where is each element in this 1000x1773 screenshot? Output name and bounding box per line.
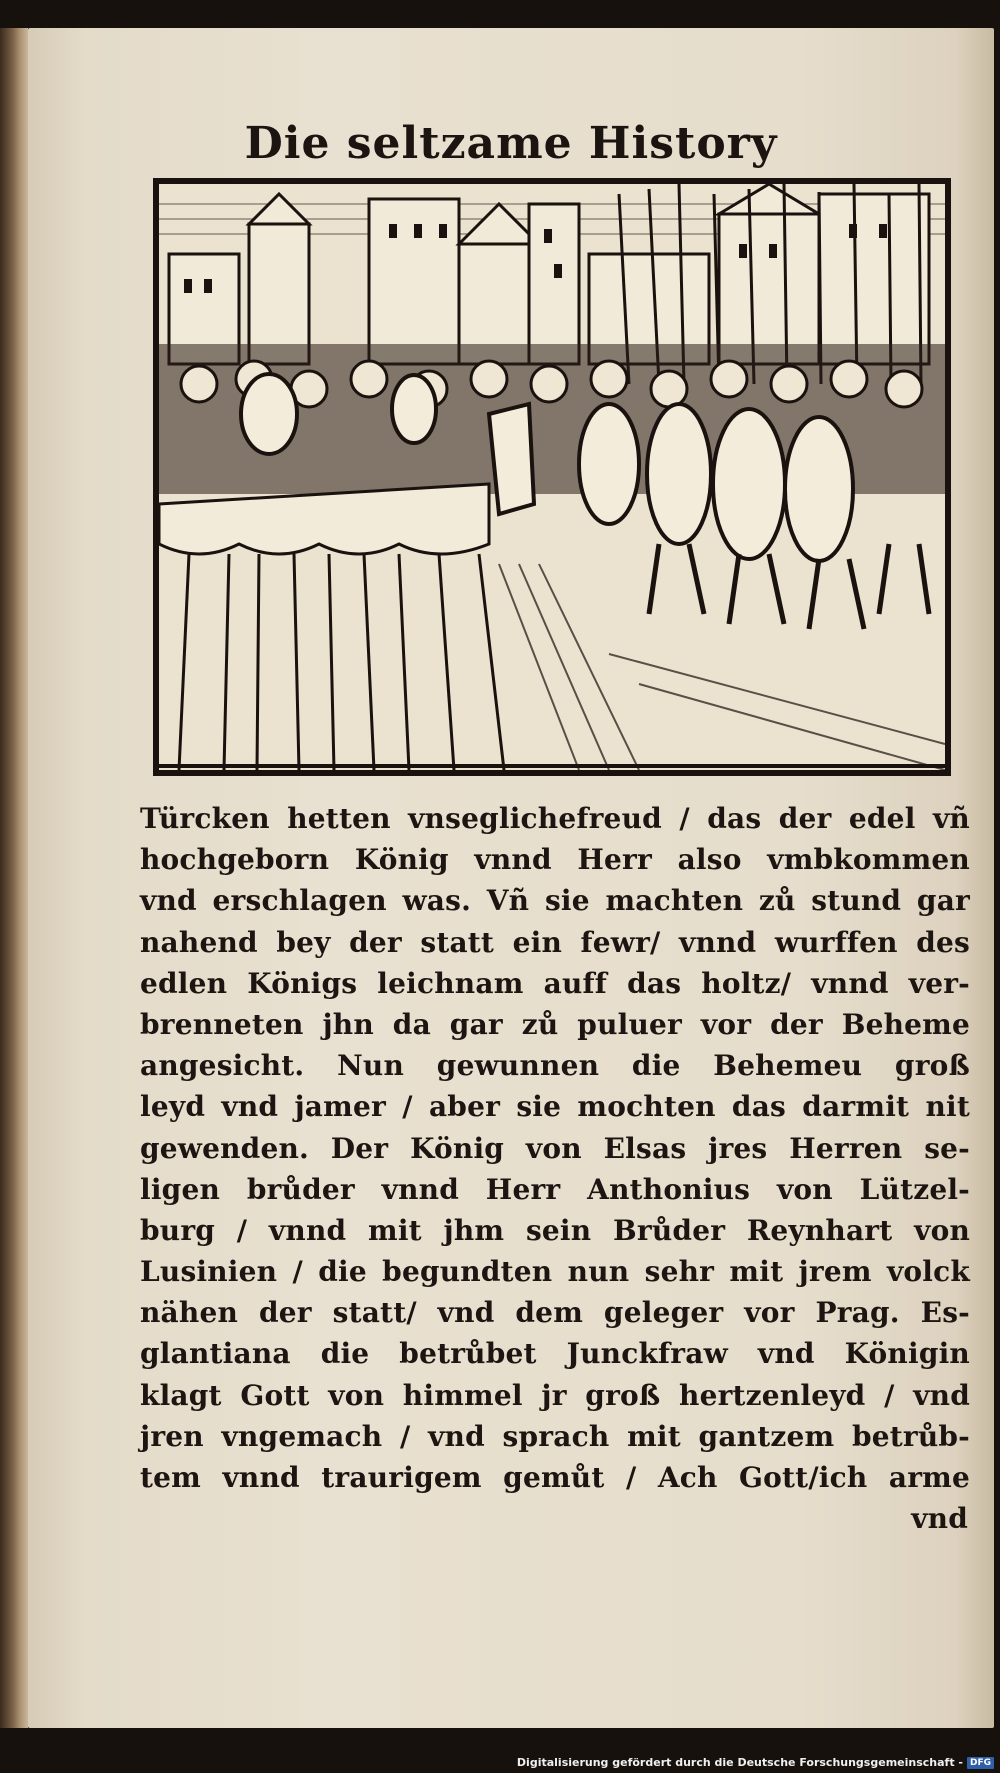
digitization-credit (517, 1756, 994, 1769)
running-head: Die seltzame History (244, 118, 778, 169)
text-line: nähen der statt/ vnd dem geleger vor Prag. Es- (140, 1296, 970, 1330)
text-line: nahend bey der statt ein fewr/ vnnd wurffen des (140, 925, 970, 959)
book-page (28, 28, 994, 1728)
text-line: burg / vnnd mit jhm sein Brůder Reynhart von (140, 1213, 970, 1247)
text-line: glantiana die betrůbet Junckfraw vnd Königin (140, 1337, 970, 1371)
catchword: vnd (911, 1502, 968, 1536)
text-line: jren vngemach / vnd sprach mit gantzem betrůb- (140, 1419, 970, 1453)
dfg-logo-icon: DFG (967, 1757, 994, 1769)
text-line: klagt Gott von himmel jr groß hertzenleyd / vnd (140, 1378, 970, 1412)
text-line: brenneten jhn da gar zů puluer vor der Beheme (140, 1007, 970, 1041)
text-line: Türcken hetten vnseglichefreud / das der edel vñ (140, 802, 970, 835)
book-spine-edge (0, 28, 28, 1728)
footer-text: Digitalisierung gefördert durch die Deutsche Forschungsgemeinschaft - (516, 1756, 963, 1769)
text-line: leyd vnd jamer / aber sie mochten das darmit nit (140, 1090, 970, 1124)
text-line: edlen Königs leichnam auff das holtz/ vnnd ver- (140, 966, 970, 1000)
text-line: ligen brůder vnnd Herr Anthonius von Lützel- (140, 1172, 970, 1206)
text-line: angesicht. Nun gewunnen die Behemeu groß (140, 1049, 970, 1083)
woodcut-battle-scene-icon (153, 178, 951, 776)
body-text (140, 798, 970, 1539)
text-line: vnd erschlagen was. Vñ sie machten zů stund gar (140, 884, 970, 918)
text-line: gewenden. Der König von Elsas jres Herren se- (140, 1131, 970, 1165)
text-line: Lusinien / die begundten nun sehr mit jrem volck (140, 1255, 970, 1289)
text-line: hochgeborn König vnnd Herr also vmbkommen (140, 843, 970, 877)
text-line: tem vnnd traurigem gemůt / Ach Gott/ich arme (140, 1461, 970, 1494)
